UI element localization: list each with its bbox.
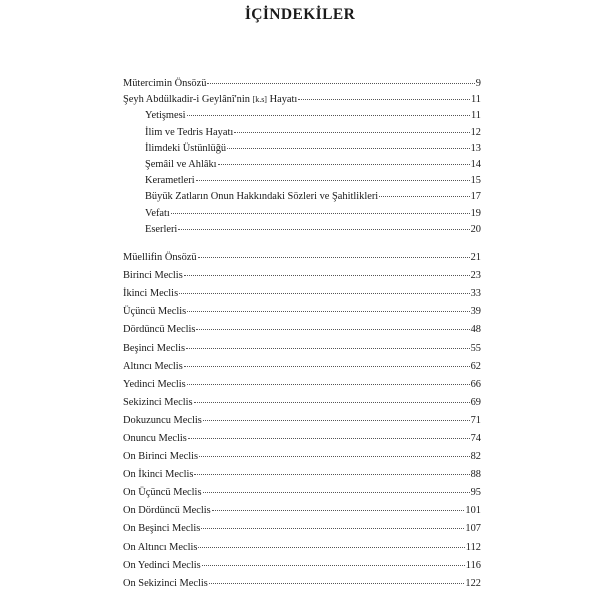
dot-leader: [202, 565, 465, 566]
toc-entry-page-number: 39: [470, 306, 481, 318]
toc-entry-page-number: 101: [465, 505, 481, 517]
toc-subentry-kerametleri: [123, 173, 481, 189]
toc-entry-meclis-17: [123, 557, 481, 575]
toc-entry-label: Dokuzuncu Meclis: [123, 414, 202, 426]
toc-subentry-semail-ve-ahlaki: [123, 157, 481, 173]
toc-entry-label: Vefatı: [145, 207, 170, 219]
toc-entry-label: Kerametleri: [145, 175, 195, 187]
toc-entry-meclis-11: [123, 448, 481, 466]
dot-leader: [178, 229, 469, 230]
toc-entry-label: Yedinci Meclis: [123, 378, 186, 390]
dot-leader: [171, 213, 470, 214]
dot-leader: [187, 384, 470, 385]
toc-subentry-vefati: [123, 206, 481, 222]
toc-entry-label: Birinci Meclis: [123, 270, 183, 282]
toc-entry-meclis-9: [123, 412, 481, 430]
toc-entry-label: On Üçüncü Meclis: [123, 487, 202, 499]
toc-entry-label: On Yedinci Meclis: [123, 559, 201, 571]
toc-entry-page-number: 62: [470, 360, 481, 372]
toc-entry-seyh-hayati: [123, 92, 481, 108]
toc-entry-label: Yetişmesi: [145, 110, 186, 122]
toc-entry-page-number: 20: [470, 223, 481, 235]
dot-leader: [194, 402, 470, 403]
dot-leader: [194, 474, 469, 475]
toc-entry-label: On Altıncı Meclis: [123, 541, 198, 553]
page-title: İÇİNDEKİLER: [244, 6, 356, 23]
toc-entry-page-number: 82: [470, 451, 481, 463]
dot-leader: [207, 83, 474, 84]
toc-entry-label: Sekizinci Meclis: [123, 396, 193, 408]
toc-entry-meclis-2: [123, 285, 481, 303]
toc-entry-page-number: 11: [470, 94, 481, 106]
dot-leader: [187, 311, 469, 312]
toc-entry-meclis-14: [123, 502, 481, 520]
table-of-contents: [123, 76, 481, 593]
toc-entry-label-honorific: [k.s]: [252, 95, 267, 105]
toc-subentry-ilimdeki-ustunlugu: [123, 141, 481, 157]
toc-entry-meclis-16: [123, 539, 481, 557]
dot-leader: [227, 148, 470, 149]
dot-leader: [201, 528, 464, 529]
dot-leader: [209, 583, 465, 584]
dot-leader: [184, 366, 470, 367]
toc-entry-meclis-1: [123, 267, 481, 285]
dot-leader: [188, 438, 470, 439]
dot-leader: [196, 180, 470, 181]
toc-entry-page-number: 14: [470, 158, 481, 170]
toc-entry-page-number: 23: [470, 270, 481, 282]
toc-entry-page-number: 11: [470, 110, 481, 122]
dot-leader: [179, 293, 469, 294]
dot-leader: [379, 196, 469, 197]
toc-entry-label: Altıncı Meclis: [123, 360, 183, 372]
toc-subentry-buyuk-zatlarin-sozleri: [123, 189, 481, 205]
toc-entry-label: İlimdeki Üstünlüğü: [145, 142, 227, 154]
dot-leader: [198, 257, 470, 258]
toc-entry-label: On Dördüncü Meclis: [123, 505, 211, 517]
toc-subentry-yetismesi: [123, 108, 481, 124]
toc-entry-page-number: 33: [470, 288, 481, 300]
toc-entry-label: On Sekizinci Meclis: [123, 577, 208, 589]
toc-entry-page-number: 112: [465, 541, 481, 553]
toc-entry-label: On Beşinci Meclis: [123, 523, 201, 535]
toc-entry-mutercimin-onsozu: [123, 76, 481, 92]
toc-entry-page-number: 71: [470, 414, 481, 426]
toc-subentry-ilim-ve-tedris: [123, 125, 481, 141]
toc-entry-label: İkinci Meclis: [123, 288, 179, 300]
toc-entry-meclis-6: [123, 358, 481, 376]
toc-entry-page-number: 19: [470, 207, 481, 219]
dot-leader: [187, 115, 470, 116]
toc-entry-label: İlim ve Tedris Hayatı: [145, 126, 234, 138]
toc-entry-page-number: 55: [470, 342, 481, 354]
toc-entry-page-number: 21: [470, 252, 481, 264]
toc-entry-page-number: 13: [470, 142, 481, 154]
toc-entry-label: Onuncu Meclis: [123, 433, 187, 444]
dot-leader: [199, 456, 470, 457]
dot-leader: [203, 420, 470, 421]
toc-entry-page-number: 88: [470, 469, 481, 481]
dot-leader: [218, 164, 470, 165]
toc-entry-muellifin-onsozu: [123, 249, 481, 267]
dot-leader: [234, 132, 469, 133]
toc-entry-label-main: Şeyh Abdülkadir-i Geylânî'nin: [123, 94, 250, 106]
toc-entry-page-number: 66: [470, 378, 481, 390]
toc-entry-page-number: 95: [470, 487, 481, 499]
dot-leader: [298, 99, 470, 100]
toc-entry-label: Şemâil ve Ahlâkı: [145, 158, 217, 170]
toc-entry-page-number: 17: [470, 191, 481, 203]
toc-entry-page-number: 15: [470, 175, 481, 187]
toc-entry-label: Beşinci Meclis: [123, 342, 186, 354]
toc-entry-label: Müellifin Önsözü: [123, 252, 197, 264]
dot-leader: [196, 329, 469, 330]
toc-entry-meclis-13: [123, 484, 481, 502]
toc-entry-meclis-5: [123, 340, 481, 358]
toc-entry-label: [123, 92, 297, 108]
toc-entry-meclis-8: [123, 394, 481, 412]
toc-entry-meclis-18: [123, 575, 481, 593]
toc-entry-label: Üçüncü Meclis: [123, 306, 187, 318]
dot-leader: [186, 348, 470, 349]
toc-entry-page-number: 116: [465, 559, 481, 571]
toc-entry-meclis-10: [123, 430, 481, 448]
toc-entry-label: Mütercimin Önsözü: [123, 78, 207, 89]
dot-leader: [198, 547, 464, 548]
toc-entry-label: Eserleri: [145, 223, 178, 235]
toc-entry-page-number: 74: [470, 433, 481, 444]
toc-entry-page-number: 12: [470, 126, 481, 138]
toc-entry-label-tail: Hayatı: [269, 94, 298, 106]
toc-entry-page-number: 69: [470, 396, 481, 408]
toc-entry-meclis-4: [123, 321, 481, 339]
dot-leader: [212, 510, 465, 511]
toc-entry-label: Büyük Zatların Onun Hakkındaki Sözleri ve Şahitlikleri: [145, 191, 379, 203]
toc-entry-page-number: 122: [465, 577, 481, 589]
dot-leader: [203, 492, 470, 493]
toc-entry-meclis-7: [123, 376, 481, 394]
toc-entry-page-number: 107: [465, 523, 481, 535]
toc-entry-label: On Birinci Meclis: [123, 451, 199, 463]
toc-entry-label: On İkinci Meclis: [123, 469, 194, 481]
dot-leader: [184, 275, 470, 276]
toc-entry-page-number: 48: [470, 324, 481, 336]
toc-entry-meclis-15: [123, 520, 481, 538]
toc-entry-label: Dördüncü Meclis: [123, 324, 196, 336]
toc-entry-meclis-3: [123, 303, 481, 321]
toc-subentry-eserleri: [123, 222, 481, 238]
toc-entry-page-number: 9: [475, 78, 481, 89]
toc-entry-meclis-12: [123, 466, 481, 484]
